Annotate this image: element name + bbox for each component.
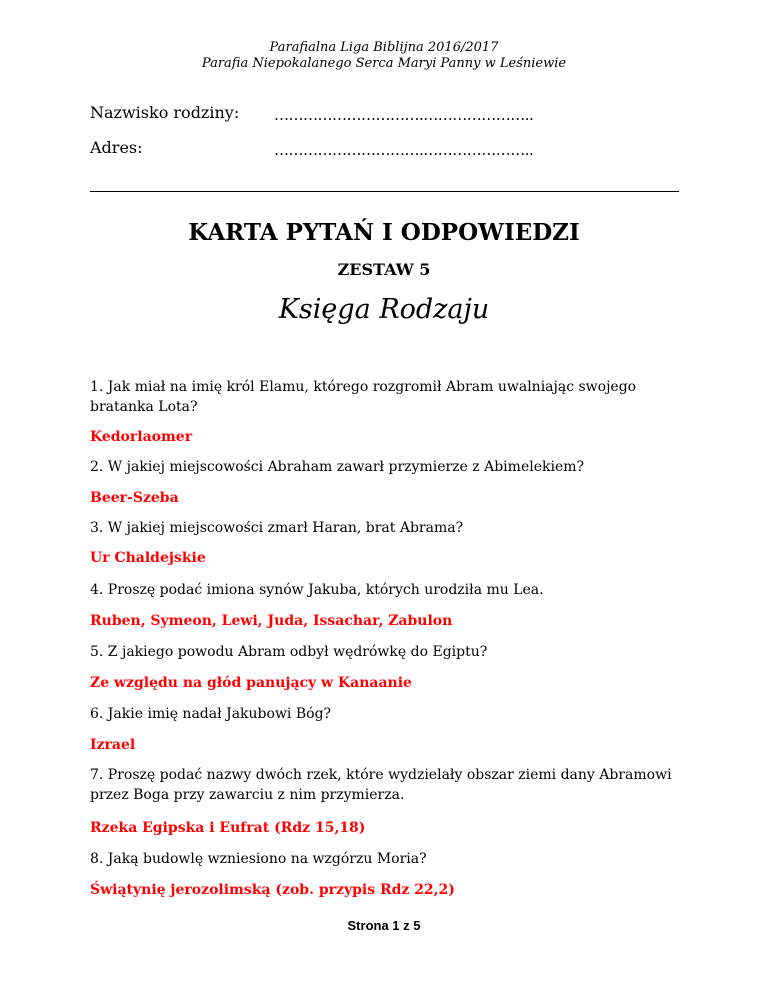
question-8: 8. Jaką budowlę wzniesiono na wzgórzu Moria? xyxy=(90,851,427,867)
header-parish-league: Parafialna Liga Biblijna 2016/2017 xyxy=(269,40,499,55)
answer-4: Ruben, Symeon, Lewi, Juda, Issachar, Zabulon xyxy=(90,613,453,629)
horizontal-divider xyxy=(90,191,679,192)
answer-1: Kedorlaomer xyxy=(90,429,193,445)
question-3: 3. W jakiej miejscowości zmarł Haran, brat Abrama? xyxy=(90,520,464,536)
family-name-label: Nazwisko rodziny: xyxy=(90,103,240,122)
address-field[interactable]: ………………………….………………….. xyxy=(274,141,534,159)
address-label: Adres: xyxy=(90,138,143,157)
question-5: 5. Z jakiego powodu Abram odbył wędrówkę do Egiptu? xyxy=(90,644,488,660)
question-6: 6. Jakie imię nadał Jakubowi Bóg? xyxy=(90,706,332,722)
answer-7: Rzeka Egipska i Eufrat (Rdz 15,18) xyxy=(90,820,366,836)
set-subtitle: ZESTAW 5 xyxy=(337,260,431,279)
page-number-footer: Strona 1 z 5 xyxy=(347,918,421,933)
answer-8: Świątynię jerozolimską (zob. przypis Rdz 22,2) xyxy=(90,882,455,898)
question-7: 7. Proszę podać nazwy dwóch rzek, które wydzielały obszar ziemi dany Abramowi przez Boga przy zawarciu z nim przymierza. xyxy=(90,767,672,803)
question-2: 2. W jakiej miejscowości Abraham zawarł przymierze z Abimelekiem? xyxy=(90,459,585,475)
answer-2: Beer-Szeba xyxy=(90,490,179,506)
question-1: 1. Jak miał na imię król Elamu, którego rozgromił Abram uwalniając swojego bratanka Lota? xyxy=(90,379,637,415)
answer-6: Izrael xyxy=(90,737,136,753)
question-4: 4. Proszę podać imiona synów Jakuba, których urodziła mu Lea. xyxy=(90,582,544,598)
page-title: KARTA PYTAŃ I ODPOWIEDZI xyxy=(188,219,580,246)
family-name-field[interactable]: ………………………….………………….. xyxy=(274,106,534,124)
header-parish-name: Parafia Niepokalanego Serca Maryi Panny w Leśniewie xyxy=(201,56,567,71)
answer-5: Ze względu na głód panujący w Kanaanie xyxy=(90,675,412,691)
answer-3: Ur Chaldejskie xyxy=(90,550,206,566)
book-title: Księga Rodzaju xyxy=(278,294,490,325)
